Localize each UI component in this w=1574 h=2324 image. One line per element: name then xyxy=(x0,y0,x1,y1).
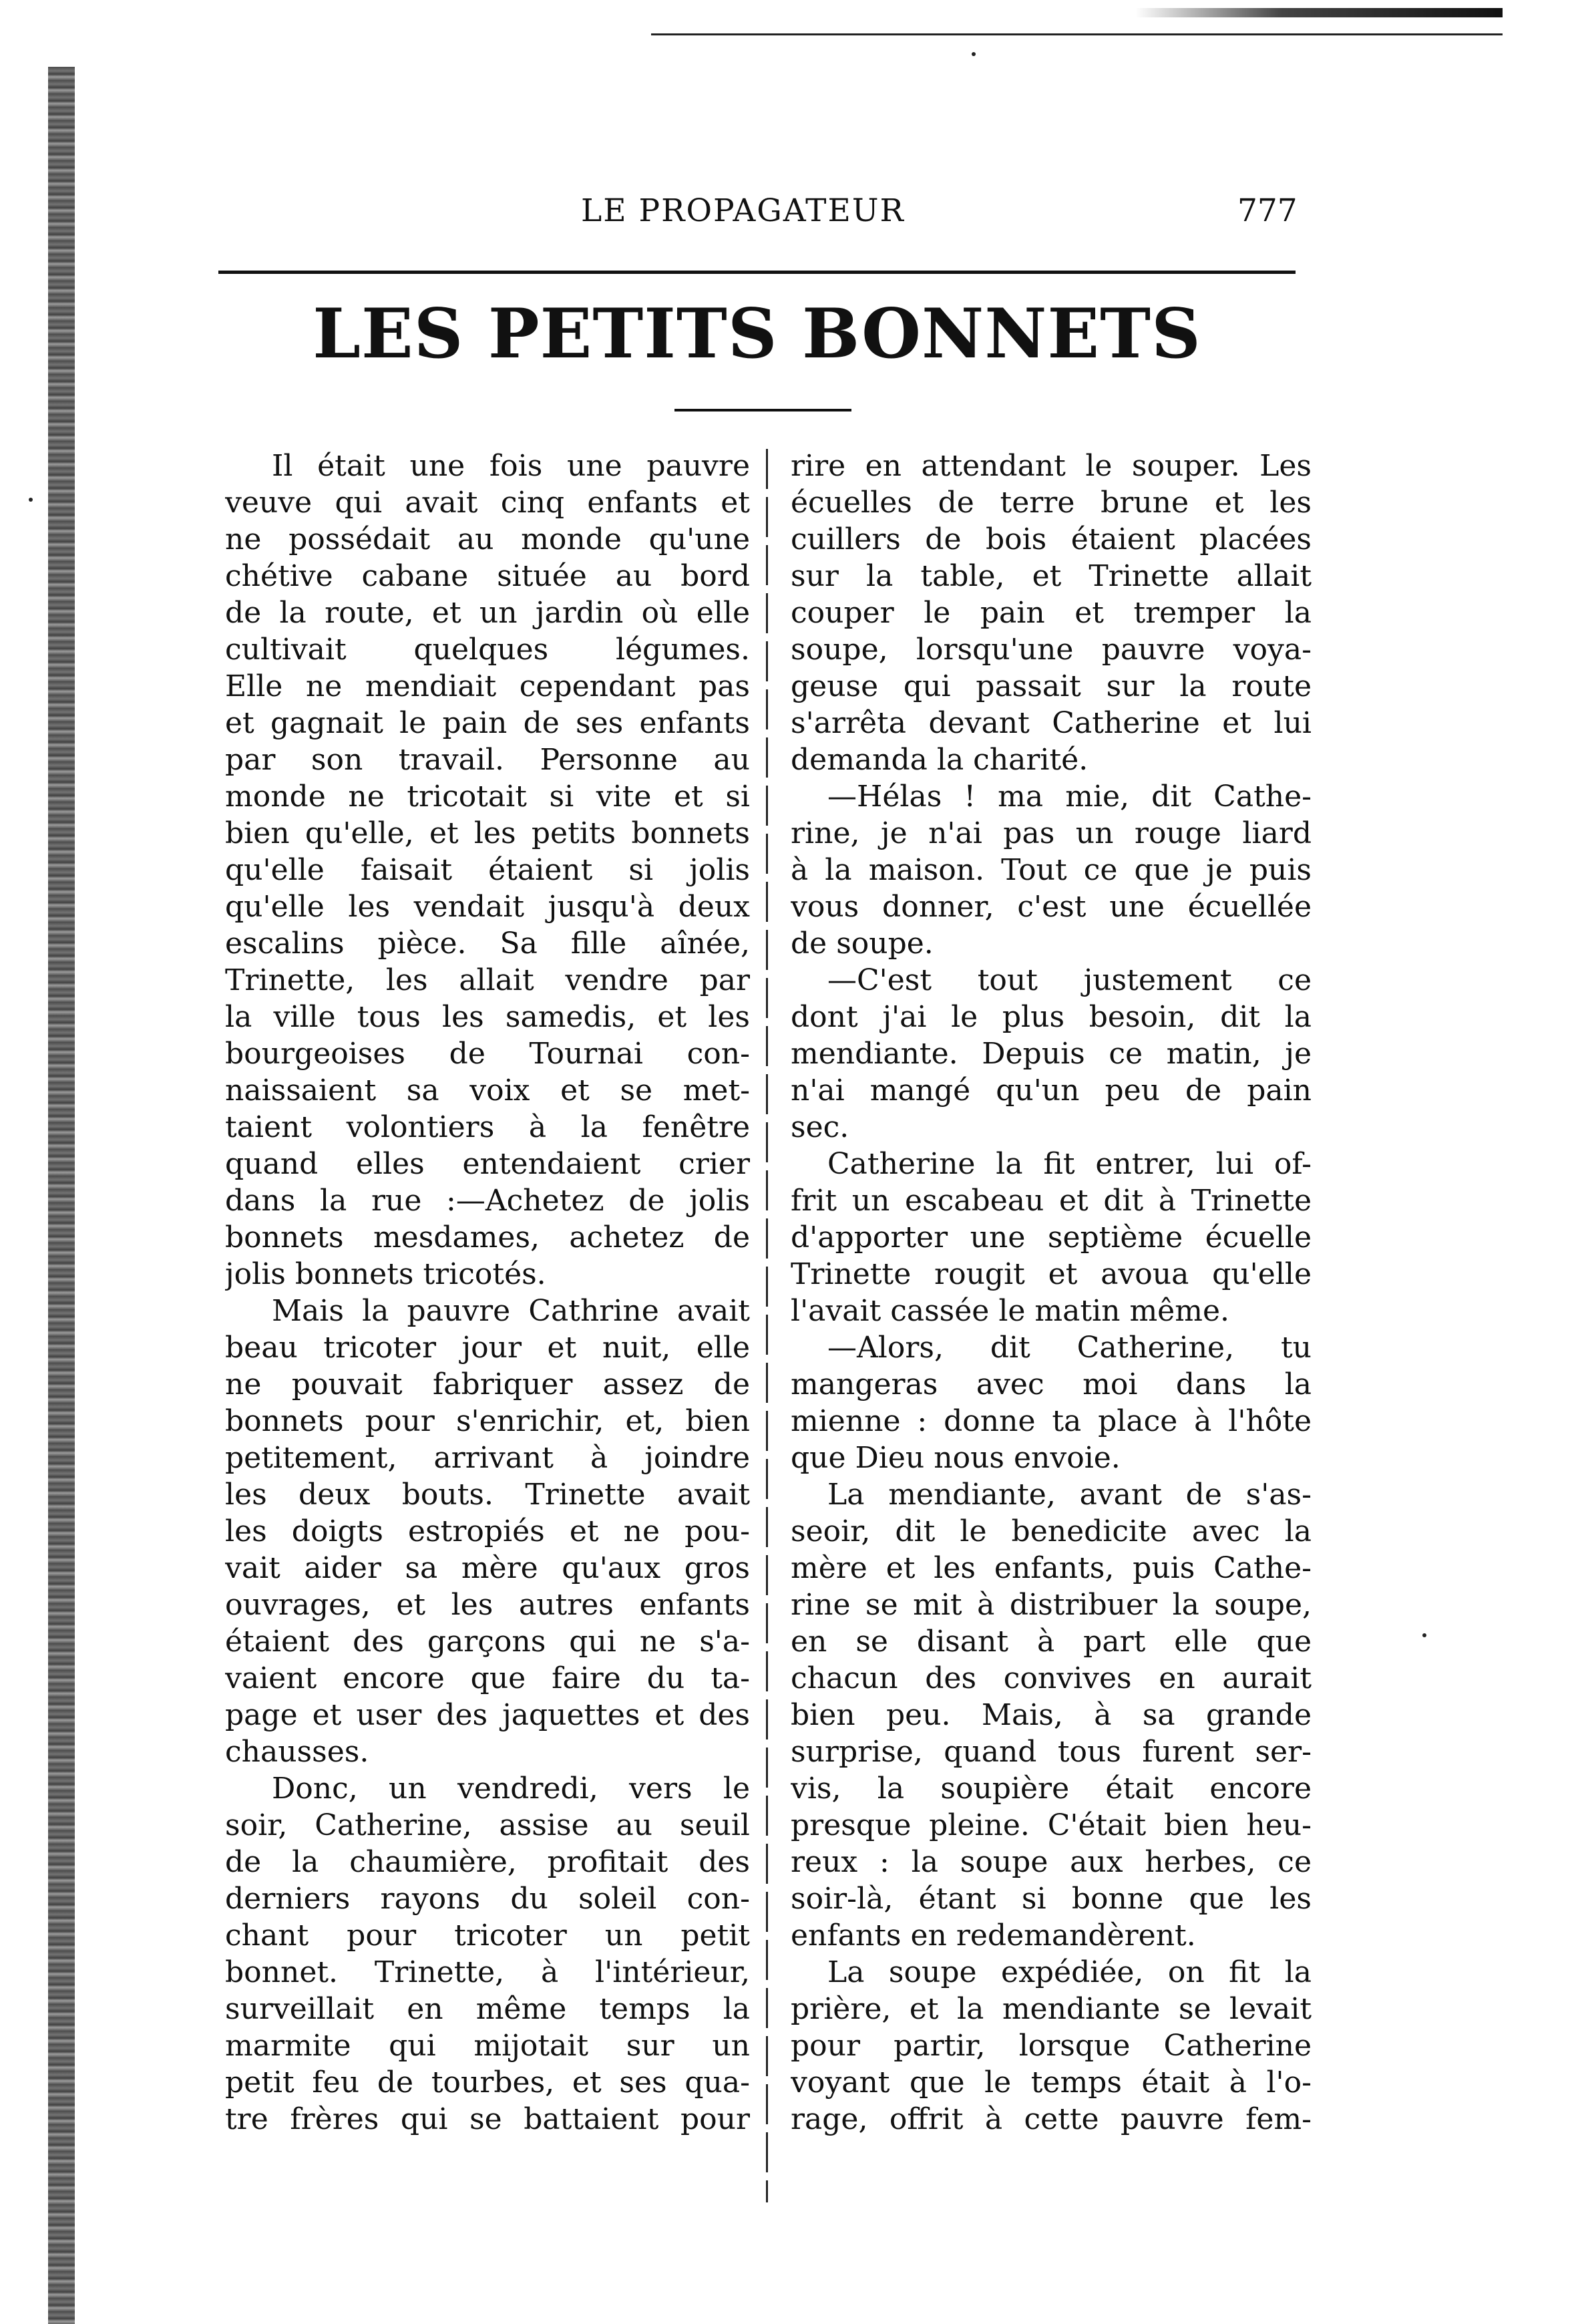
text-line: rine, je n'ai pas un rouge liard xyxy=(791,816,1312,850)
scan-speck xyxy=(1422,1633,1426,1637)
text-line: n'ai mangé qu'un peu de pain xyxy=(791,1073,1312,1108)
text-line: geuse qui passait sur la route xyxy=(791,669,1312,703)
text-line: vous donner, c'est une écuellée xyxy=(791,890,1312,924)
text-line: —Alors, dit Catherine, tu xyxy=(827,1331,1312,1365)
text-line: s'arrêta devant Catherine et lui xyxy=(791,706,1312,740)
text-line: chacun des convives en aurait xyxy=(791,1661,1312,1695)
text-line: jolis bonnets tricotés. xyxy=(225,1257,546,1291)
text-line: rage, offrit à cette pauvre fem- xyxy=(791,2102,1312,2136)
text-line: étaient des garçons qui ne s'a- xyxy=(225,1625,750,1659)
text-line: tre frères qui se battaient pour xyxy=(225,2102,750,2136)
text-line: —C'est tout justement ce xyxy=(827,963,1312,997)
text-line: l'avait cassée le matin même. xyxy=(791,1294,1229,1328)
text-line: ne pouvait fabriquer assez de xyxy=(225,1367,750,1401)
text-line: de la chaumière, profitait des xyxy=(225,1845,750,1879)
page-number: 777 xyxy=(1237,192,1298,229)
text-line: cultivait quelques légumes. xyxy=(225,633,750,667)
text-line: soupe, lorsqu'une pauvre voya- xyxy=(791,633,1312,667)
text-line: bien peu. Mais, à sa grande xyxy=(791,1698,1312,1732)
text-line: seoir, dit le benedicite avec la xyxy=(791,1514,1312,1548)
left-column xyxy=(225,448,750,2138)
text-line: ne possédait au monde qu'une xyxy=(225,522,750,556)
scan-speck xyxy=(972,52,976,56)
column-divider xyxy=(766,449,768,2202)
text-line: presque pleine. C'était bien heu- xyxy=(791,1808,1312,1842)
title-rule xyxy=(674,409,851,411)
right-column xyxy=(791,448,1312,2138)
text-line: de la route, et un jardin où elle xyxy=(225,596,750,630)
scan-top-smudge xyxy=(1135,8,1503,17)
text-line: ouvrages, et les autres enfants xyxy=(225,1588,750,1622)
running-title: LE PROPAGATEUR xyxy=(581,192,905,229)
text-line: escalins pièce. Sa fille aînée, xyxy=(225,927,750,961)
text-line: veuve qui avait cinq enfants et xyxy=(225,486,750,520)
text-line: chant pour tricoter un petit xyxy=(225,1919,750,1953)
text-line: surveillait en même temps la xyxy=(225,1992,750,2026)
text-line: d'apporter une septième écuelle xyxy=(791,1220,1312,1255)
text-line: enfants en redemandèrent. xyxy=(791,1919,1196,1953)
text-line: soir-là, étant si bonne que les xyxy=(791,1882,1312,1916)
text-line: par son travail. Personne au xyxy=(225,743,750,777)
text-line: prière, et la mendiante se levait xyxy=(791,1992,1312,2026)
text-line: mendiante. Depuis ce matin, je xyxy=(791,1037,1312,1071)
text-line: cuillers de bois étaient placées xyxy=(791,522,1312,556)
text-line: que Dieu nous envoie. xyxy=(791,1441,1121,1475)
scan-binding-edge xyxy=(48,67,75,2324)
text-line: rire en attendant le souper. Les xyxy=(791,449,1312,483)
text-line: Catherine la fit entrer, lui of- xyxy=(827,1147,1312,1181)
text-line: mienne : donne ta place à l'hôte xyxy=(791,1404,1312,1438)
text-line: surprise, quand tous furent ser- xyxy=(791,1735,1312,1769)
text-line: dont j'ai le plus besoin, dit la xyxy=(791,1000,1312,1034)
text-line: bourgeoises de Tournai con- xyxy=(225,1037,750,1071)
text-line: taient volontiers à la fenêtre xyxy=(225,1110,750,1144)
text-line: vis, la soupière était encore xyxy=(791,1772,1312,1806)
text-line: derniers rayons du soleil con- xyxy=(225,1882,750,1916)
text-line: à la maison. Tout ce que je puis xyxy=(791,853,1312,887)
text-line: Mais la pauvre Cathrine avait xyxy=(272,1294,750,1328)
text-line: les doigts estropiés et ne pou- xyxy=(225,1514,750,1548)
text-line: Trinette, les allait vendre par xyxy=(225,963,750,997)
text-line: écuelles de terre brune et les xyxy=(791,486,1312,520)
text-line: marmite qui mijotait sur un xyxy=(225,2029,750,2063)
text-line: vait aider sa mère qu'aux gros xyxy=(225,1551,750,1585)
text-line: qu'elle faisait étaient si jolis xyxy=(225,853,750,887)
text-line: monde ne tricotait si vite et si xyxy=(225,780,750,814)
text-line: bonnets mesdames, achetez de xyxy=(225,1220,750,1255)
text-line: sec. xyxy=(791,1110,849,1144)
text-line: petit feu de tourbes, et ses qua- xyxy=(225,2065,750,2100)
text-line: pour partir, lorsque Catherine xyxy=(791,2029,1312,2063)
article-title: LES PETITS BONNETS xyxy=(313,294,1201,374)
text-line: beau tricoter jour et nuit, elle xyxy=(225,1331,750,1365)
text-line: bonnets pour s'enrichir, et, bien xyxy=(225,1404,750,1438)
scan-top-rule xyxy=(651,33,1503,35)
text-line: couper le pain et tremper la xyxy=(791,596,1312,630)
text-line: sur la table, et Trinette allait xyxy=(791,559,1312,593)
text-line: voyant que le temps était à l'o- xyxy=(791,2065,1312,2100)
text-line: demanda la charité. xyxy=(791,743,1089,777)
text-line: chausses. xyxy=(225,1735,369,1769)
text-line: et gagnait le pain de ses enfants xyxy=(225,706,750,740)
text-line: petitement, arrivant à joindre xyxy=(225,1441,750,1475)
text-line: Donc, un vendredi, vers le xyxy=(272,1772,750,1806)
text-line: qu'elle les vendait jusqu'à deux xyxy=(225,890,750,924)
text-line: bonnet. Trinette, à l'intérieur, xyxy=(225,1955,750,1989)
text-line: la ville tous les samedis, et les xyxy=(225,1000,750,1034)
text-line: naissaient sa voix et se met- xyxy=(225,1073,750,1108)
text-line: mangeras avec moi dans la xyxy=(791,1367,1312,1401)
scan-speck xyxy=(29,498,33,502)
text-line: vaient encore que faire du ta- xyxy=(225,1661,750,1695)
text-line: rine se mit à distribuer la soupe, xyxy=(791,1588,1312,1622)
text-line: dans la rue :—Achetez de jolis xyxy=(225,1184,750,1218)
text-line: quand elles entendaient crier xyxy=(225,1147,750,1181)
text-line: La mendiante, avant de s'as- xyxy=(827,1478,1312,1512)
text-line: Il était une fois une pauvre xyxy=(272,449,750,483)
text-line: de soupe. xyxy=(791,927,934,961)
text-line: en se disant à part elle que xyxy=(791,1625,1312,1659)
text-line: reux : la soupe aux herbes, ce xyxy=(791,1845,1312,1879)
text-line: chétive cabane située au bord xyxy=(225,559,750,593)
text-line: —Hélas ! ma mie, dit Cathe- xyxy=(827,780,1312,814)
text-line: Elle ne mendiait cependant pas xyxy=(225,669,750,703)
text-line: frit un escabeau et dit à Trinette xyxy=(791,1184,1312,1218)
header-rule xyxy=(218,271,1296,274)
text-line: mère et les enfants, puis Cathe- xyxy=(791,1551,1312,1585)
text-line: les deux bouts. Trinette avait xyxy=(225,1478,750,1512)
text-line: page et user des jaquettes et des xyxy=(225,1698,750,1732)
text-line: La soupe expédiée, on fit la xyxy=(827,1955,1312,1989)
text-line: bien qu'elle, et les petits bonnets xyxy=(225,816,750,850)
text-line: Trinette rougit et avoua qu'elle xyxy=(791,1257,1312,1291)
text-line: soir, Catherine, assise au seuil xyxy=(225,1808,750,1842)
